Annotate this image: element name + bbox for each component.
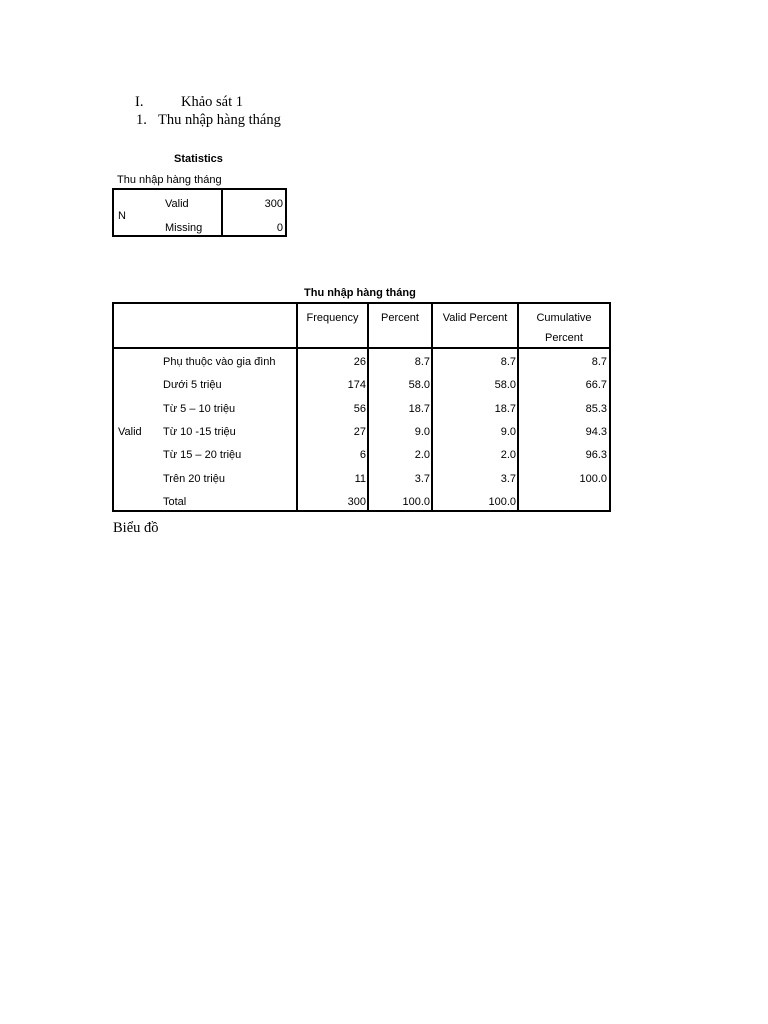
cell-valid-percent: 100.0	[488, 495, 516, 508]
row-label: Từ 5 – 10 triệu	[163, 402, 236, 415]
cell-cumulative: 96.3	[585, 449, 607, 462]
frequency-table	[112, 302, 611, 512]
header-frequency: Frequency	[306, 312, 359, 324]
cell-percent: 58.0	[408, 379, 430, 392]
row-label: Total	[163, 495, 187, 508]
row-label: Từ 10 -15 triệu	[163, 425, 236, 438]
cell-valid-percent: 58.0	[494, 379, 516, 392]
chart-caption: Biểu đồ	[113, 520, 159, 536]
statistics-valid-label: Valid	[165, 198, 189, 210]
row-label: Từ 15 – 20 triệu	[163, 449, 242, 462]
item-title: Thu nhập hàng tháng	[158, 112, 281, 128]
statistics-valid-value: 300	[264, 198, 283, 210]
statistics-n-label: N	[118, 210, 126, 222]
group-label-valid: Valid	[118, 426, 142, 438]
cell-percent: 8.7	[414, 356, 430, 368]
cell-percent: 100.0	[402, 495, 430, 508]
header-cumulative-2: Percent	[545, 332, 583, 344]
cell-percent: 18.7	[408, 402, 430, 415]
frequency-table-title: Thu nhập hàng tháng	[304, 287, 416, 299]
section-number: I.	[135, 94, 144, 110]
header-cumulative: Cumulative	[536, 312, 592, 324]
row-label: Trên 20 triệu	[163, 472, 225, 485]
cell-frequency: 56	[353, 402, 366, 415]
cell-percent: 9.0	[414, 425, 430, 438]
cell-cumulative: 94.3	[585, 425, 607, 438]
row-label: Phụ thuộc vào gia đình	[163, 356, 276, 368]
item-number: 1.	[136, 112, 147, 128]
cell-cumulative: 66.7	[585, 379, 607, 392]
header-divider	[114, 347, 609, 349]
statistics-table	[112, 188, 287, 237]
cell-valid-percent: 18.7	[494, 402, 516, 415]
cell-cumulative: 100.0	[579, 472, 607, 485]
cell-valid-percent: 8.7	[500, 356, 516, 368]
statistics-missing-label: Missing	[165, 222, 203, 234]
cell-frequency: 11	[354, 472, 366, 485]
cell-frequency: 6	[359, 449, 366, 462]
section-title: Khảo sát 1	[181, 94, 244, 110]
cell-percent: 3.7	[414, 472, 430, 485]
cell-frequency: 27	[353, 425, 366, 438]
cell-frequency: 26	[353, 356, 366, 368]
statistics-variable: Thu nhập hàng tháng	[117, 174, 222, 186]
column-divider	[296, 304, 298, 510]
column-divider	[431, 304, 433, 510]
column-divider	[367, 304, 369, 510]
cell-valid-percent: 2.0	[500, 449, 516, 462]
row-label: Dưới 5 triệu	[163, 379, 222, 392]
statistics-title: Statistics	[174, 153, 223, 165]
cell-frequency: 300	[347, 495, 366, 508]
header-valid-percent: Valid Percent	[442, 312, 508, 324]
cell-cumulative: 85.3	[585, 402, 607, 415]
statistics-divider	[221, 190, 223, 235]
cell-cumulative: 8.7	[591, 356, 607, 368]
cell-percent: 2.0	[414, 449, 430, 462]
statistics-missing-value: 0	[276, 222, 283, 234]
header-percent: Percent	[381, 312, 419, 324]
cell-valid-percent: 3.7	[500, 472, 516, 485]
cell-valid-percent: 9.0	[500, 425, 516, 438]
cell-frequency: 174	[347, 379, 366, 392]
